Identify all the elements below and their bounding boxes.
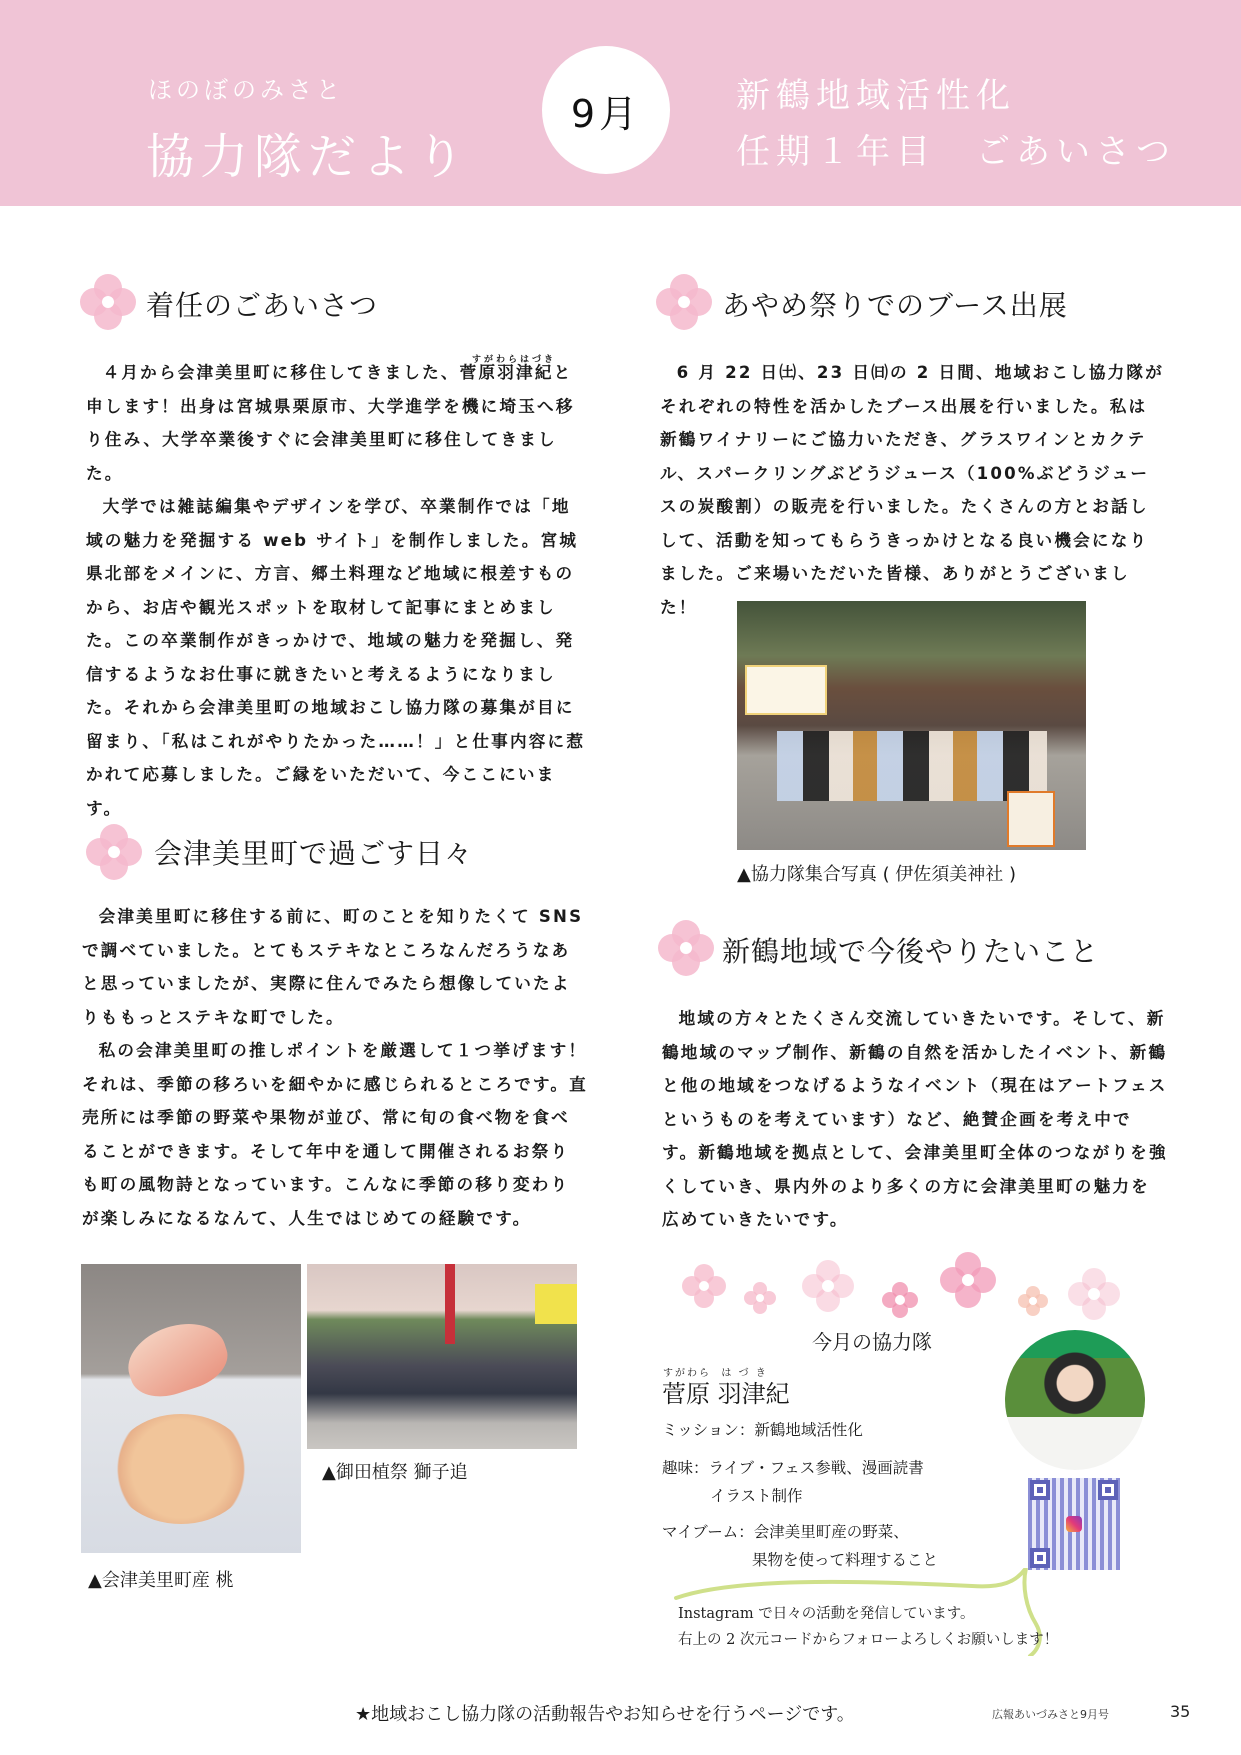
header-right-line1: 新鶴地域活性化 [736, 76, 1016, 116]
avatar [1005, 1330, 1145, 1470]
section-title-future: 新鶴地域で今後やりたいこと [722, 935, 1100, 968]
peach-caption: ▲会津美里町産 桃 [88, 1570, 234, 1591]
flower-row-decoration [672, 1252, 1132, 1322]
flower-icon [78, 272, 138, 332]
profile-mission: ミッション：新鶴地域活性化 [662, 1421, 863, 1439]
qr-finder [1030, 1480, 1050, 1500]
section-title-greeting: 着任のごあいさつ [146, 289, 379, 322]
flower-icon [656, 918, 716, 978]
profile-heading: 今月の協力隊 [812, 1330, 932, 1354]
menu-board [1007, 791, 1055, 847]
festival-photo [307, 1264, 577, 1449]
flower-icon [744, 1282, 776, 1314]
greeting-body [86, 356, 588, 825]
flower-icon [1068, 1268, 1120, 1320]
booth-body [660, 356, 1166, 624]
flower-icon [682, 1264, 726, 1308]
flower-icon [940, 1252, 996, 1308]
paragraph: 地域の方々とたくさん交流していきたいです。そして、新鶴地域のマップ制作、新鶴の自然を活かしたイベント、新鶴と他の地域をつなげるようなイベント（現在はアートフェスというものを考えています）など、絶賛企画を考え中です。新鶴地域を拠点として、会津美里町全体のつながりを強くしていき、県内外のより多くの方に会津美里町の魅力を広めていきたいです。 [662, 1009, 1168, 1229]
qr-finder [1030, 1548, 1050, 1568]
header-title: 協力隊だより [146, 129, 471, 185]
header-right-line2: 任期１年目 ごあいさつ [736, 132, 1176, 172]
future-body [662, 1002, 1168, 1237]
instagram-note-line2: 右上の 2 次元コードからフォローよろしくお願いします！ [678, 1632, 1059, 1648]
group-photo [737, 601, 1086, 850]
paragraph: 大学では雑誌編集やデザインを学び、卒業制作では「地域の魅力を発掘する web サイト」を制作しました。宮城県北部をメインに、方言、郷土料理など地域に根差すものから、お店や観光スポットを取材して記事にまとめました。この卒業制作がきっかけで、地域の魅力を発掘し、発信するようなお仕事に就きたいと考えるようになりました。それから会津美里町の地域おこし協力隊の募集が目に留まり、「私はこれがやりたかった……！」と仕事内容に惹かれて応募しました。ご縁をいただいて、今ここにいます。 [86, 497, 586, 818]
peach-bowl [111, 1414, 251, 1524]
qr-finder [1098, 1480, 1118, 1500]
group-photo-caption: ▲協力隊集合写真 ( 伊佐須美神社 ) [737, 864, 1017, 885]
month-badge [542, 46, 670, 174]
festival-caption: ▲御田植祭 獅子追 [322, 1462, 468, 1483]
section-title-daily-life: 会津美里町で過ごす日々 [154, 837, 474, 870]
flower-icon [654, 272, 714, 332]
profile-my-boom-line2: 果物を使って料理すること [752, 1551, 939, 1569]
flower-icon [802, 1260, 854, 1312]
paragraph: 6 月 22 日㈯、23 日㈰の 2 日間、地域おこし協力隊がそれぞれの特性を活かしたブース出展を行いました。私は新鶴ワイナリーにご協力いただき、グラスワインとカクテル、スパークリングぶどうジュース（100%ぶどうジュースの炭酸割）の販売を行いました。たくさんの方とお話しして、活動を知ってもらうきっかけとなる良い機会になりました。ご来場いただいた皆様、ありがとうございました！ [660, 363, 1165, 617]
peach-photo [81, 1264, 301, 1553]
profile-name-ruby: すがわら は づ き [663, 1368, 768, 1379]
section-title-booth: あやめ祭りでのブース出展 [722, 289, 1068, 322]
name-ruby: すがわらはづき [472, 355, 557, 365]
booth-sign [745, 665, 827, 715]
footer-note: ★地域おこし協力隊の活動報告やお知らせを行うページです。 [355, 1704, 855, 1725]
instagram-qr-code[interactable] [1028, 1478, 1120, 1570]
paragraph: 私の会津美里町の推しポイントを厳選して１つ挙げます！それは、季節の移ろいを細やかに感じられるところです。直売所には季節の野菜や果物が並び、常に旬の食べ物を食べることができます。そして年中を通して開催されるお祭りも町の風物詩となっています。こんなに季節の移り変わりが楽しみになるなんて、人生ではじめての経験です。 [82, 1041, 588, 1228]
month-label: 9月 [570, 91, 642, 136]
instagram-icon [1066, 1516, 1082, 1532]
daily-life-body [82, 900, 588, 1235]
page-number: 35 [1170, 1702, 1191, 1721]
profile-hobby: 趣味：ライブ・フェス参戦、漫画読書 [662, 1459, 924, 1477]
profile-hobby-line2: イラスト制作 [710, 1487, 803, 1505]
header-subtitle: ほのぼのみさと [148, 76, 344, 104]
paragraph: 会津美里町に移住する前に、町のことを知りたくて SNS で調べていました。とてもステキなところなんだろうなあと思っていましたが、実際に住んでみたら想像していたよりももっとステキな町でした。 [82, 907, 584, 1027]
flower-icon [882, 1282, 918, 1318]
torii [445, 1264, 455, 1344]
header-banner [0, 0, 1241, 206]
peach-slice [119, 1312, 235, 1406]
profile-name: 菅原 羽津紀 [662, 1380, 790, 1408]
footer-issue: 広報あいづみさと9月号 [992, 1708, 1109, 1721]
instagram-note-line1: Instagram で日々の活動を発信しています。 [678, 1606, 975, 1622]
yellow-sign [535, 1284, 577, 1324]
flower-icon [84, 822, 144, 882]
flower-icon [1018, 1286, 1048, 1316]
profile-my-boom: マイブーム：会津美里町産の野菜、 [662, 1523, 909, 1541]
paragraph: ４月から会津美里町に移住してきました、菅原羽津紀と申します！出身は宮城県栗原市、大学進学を機に埼玉へ移り住み、大学卒業後すぐに会津美里町に移住してきました。 [86, 363, 575, 483]
